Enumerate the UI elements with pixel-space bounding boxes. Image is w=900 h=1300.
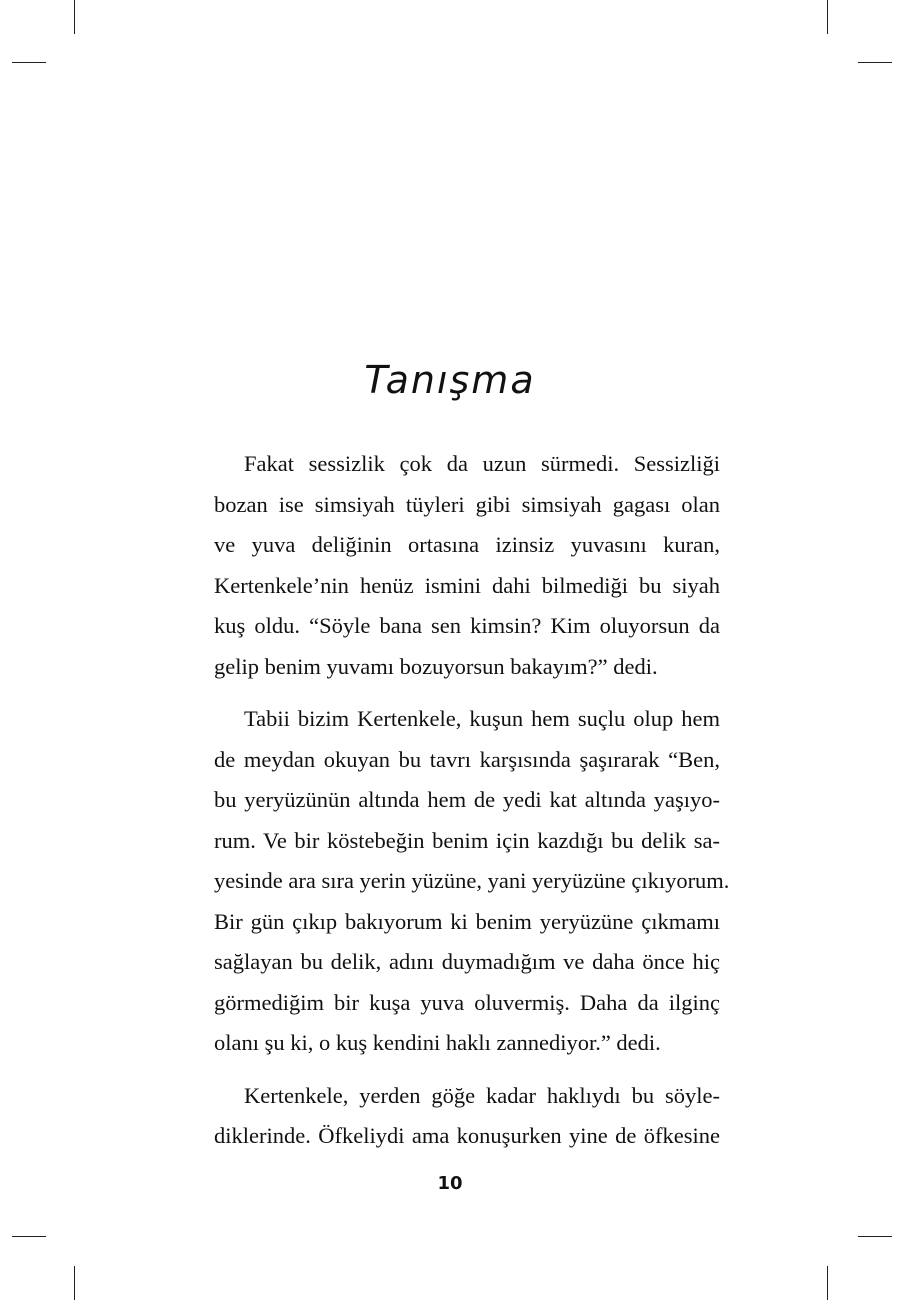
crop-mark-top-right-vertical <box>827 0 828 34</box>
text-line: Fakat sessizlik çok da uzun sürmedi. Sessizliği <box>244 451 720 476</box>
text-line: de meydan okuyan bu tavrı karşısında şaşırarak “Ben, <box>214 746 720 772</box>
text-line: görmediğim bir kuşa yuva oluvermiş. Daha da ilginç <box>214 989 720 1015</box>
text-line: rum. Ve bir köstebeğin benim için kazdığı bu delik sa- <box>214 827 720 853</box>
text-line: sağlayan bu delik, adını duymadığım ve daha önce hiç <box>214 949 720 974</box>
text-line: Tabii bizim Kertenkele, kuşun hem suçlu olup hem <box>244 706 720 731</box>
crop-mark-bottom-left-vertical <box>74 1266 75 1300</box>
paragraph <box>184 444 720 687</box>
text-line: Bir gün çıkıp bakıyorum ki benim yeryüzüne çıkmamı <box>214 908 720 934</box>
text-line: olanı şu ki, o kuş kendini haklı zannediyor.” dedi. <box>214 1030 661 1055</box>
text-line: kuş oldu. “Söyle bana sen kimsin? Kim oluyorsun da <box>214 613 720 638</box>
text-line: bu yeryüzünün altında hem de yedi kat altında yaşıyo- <box>214 787 720 812</box>
crop-mark-bottom-right-vertical <box>827 1266 828 1300</box>
text-line: diklerinde. Öfkeliydi ama konuşurken yine de öfkesine <box>214 1123 720 1148</box>
paragraph <box>184 1076 720 1157</box>
chapter-title: Tanışma <box>364 358 536 402</box>
paragraph <box>184 699 730 1064</box>
text-line: Kertenkele, yerden göğe kadar haklıydı bu söyle- <box>244 1082 720 1108</box>
crop-mark-top-left-horizontal <box>12 62 46 63</box>
page-number: 10 <box>437 1173 463 1194</box>
crop-mark-top-right-horizontal <box>858 62 892 63</box>
text-line: gelip benim yuvamı bozuyorsun bakayım?” dedi. <box>214 653 658 679</box>
text-line: Kertenkele’nin henüz ismini dahi bilmediği bu siyah <box>214 572 720 598</box>
crop-mark-bottom-left-horizontal <box>12 1236 46 1237</box>
text-line: yesinde ara sıra yerin yüzüne, yani yeryüzüne çıkıyorum. <box>214 868 730 893</box>
crop-mark-top-left-vertical <box>74 0 75 34</box>
crop-mark-bottom-right-horizontal <box>858 1236 892 1237</box>
body-text <box>184 444 730 1169</box>
text-line: bozan ise simsiyah tüyleri gibi simsiyah gagası olan <box>214 491 720 517</box>
text-line: ve yuva deliğinin ortasına izinsiz yuvasını kuran, <box>214 532 720 557</box>
